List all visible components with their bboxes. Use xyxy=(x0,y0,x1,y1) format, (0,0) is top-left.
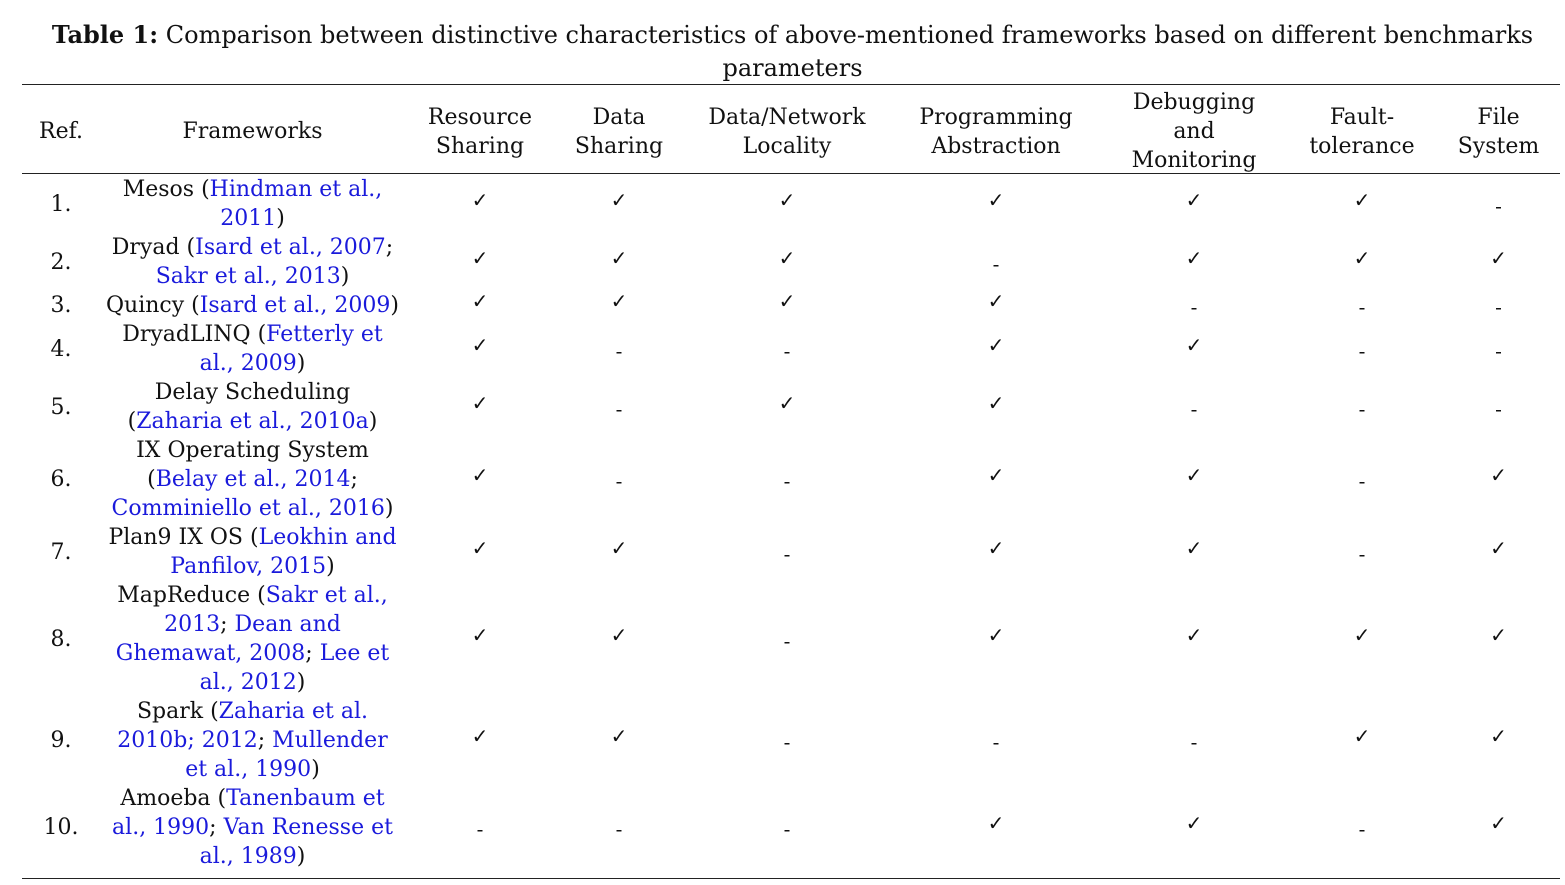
citation-link[interactable]: Belay et al., 2014 xyxy=(155,467,351,492)
data-sharing-cell xyxy=(555,378,683,436)
dash-mark: - xyxy=(1495,295,1502,319)
citation-link[interactable]: al., 1989 xyxy=(199,844,297,869)
ref-cell: 9. xyxy=(50,728,72,753)
framework-cell xyxy=(100,784,405,871)
locality-cell xyxy=(683,697,891,784)
ref-cell: 3. xyxy=(50,293,72,318)
citation-link[interactable]: al., 2012 xyxy=(199,670,297,695)
data-sharing-cell xyxy=(555,233,683,291)
checkmark-icon: ✓ xyxy=(471,245,489,270)
dash-mark: - xyxy=(783,628,791,653)
programming-cell xyxy=(891,784,1101,871)
framework-text: Dryad ( xyxy=(111,235,196,260)
framework-text: ) xyxy=(296,670,306,695)
checkmark-icon: ✓ xyxy=(1185,622,1203,647)
bottom-rule xyxy=(22,878,1560,879)
fault-tolerance-cell xyxy=(1287,697,1437,784)
checkmark-icon: ✓ xyxy=(471,332,489,357)
locality-cell xyxy=(683,523,891,581)
table-row xyxy=(22,784,1560,871)
header-frameworks: Frameworks xyxy=(182,119,323,144)
dash-mark: - xyxy=(476,817,484,841)
citation-link[interactable]: Comminiello et al., 2016 xyxy=(111,496,385,521)
citation-link[interactable]: al., 1990 xyxy=(112,815,210,840)
resource-sharing-cell xyxy=(405,320,555,378)
debugging-cell xyxy=(1101,697,1287,784)
dash-mark: - xyxy=(1358,338,1366,363)
table-row xyxy=(22,320,1560,378)
ref-cell: 8. xyxy=(50,626,72,652)
locality-cell xyxy=(683,581,891,697)
header-resource-sharing: Resource Sharing xyxy=(427,104,533,159)
locality-cell xyxy=(683,784,891,871)
checkmark-icon: ✓ xyxy=(987,390,1005,415)
framework-text: ; xyxy=(350,467,358,492)
table-row xyxy=(22,523,1560,581)
dash-mark: - xyxy=(1495,193,1502,218)
dash-mark: - xyxy=(783,730,791,754)
framework-text: Mesos ( xyxy=(122,177,210,202)
framework-text: ) xyxy=(368,409,378,434)
framework-text: ) xyxy=(276,206,285,231)
dash-mark: - xyxy=(615,338,623,363)
framework-text: IX Operating System xyxy=(136,438,369,463)
framework-text: ) xyxy=(326,554,335,579)
locality-cell xyxy=(683,436,891,523)
framework-text: ) xyxy=(390,293,399,318)
dash-mark: - xyxy=(615,817,623,841)
programming-cell xyxy=(891,320,1101,378)
checkmark-icon: ✓ xyxy=(1185,463,1203,487)
framework-text: MapReduce ( xyxy=(117,583,266,608)
checkmark-icon: ✓ xyxy=(778,187,796,212)
checkmark-icon: ✓ xyxy=(1185,535,1203,560)
programming-cell xyxy=(891,378,1101,436)
dash-mark: - xyxy=(1190,730,1198,754)
checkmark-icon: ✓ xyxy=(471,463,489,487)
fault-tolerance-cell xyxy=(1287,291,1437,320)
dash-mark: - xyxy=(783,541,791,566)
debugging-cell xyxy=(1101,378,1287,436)
table-row xyxy=(22,175,1560,233)
checkmark-icon: ✓ xyxy=(471,724,489,748)
framework-text: Plan9 IX OS ( xyxy=(108,525,259,550)
caption-label: Table 1: xyxy=(51,20,159,49)
table-row xyxy=(22,291,1560,320)
checkmark-icon: ✓ xyxy=(1353,245,1371,270)
resource-sharing-cell xyxy=(405,784,555,871)
citation-link[interactable]: Leokhin and xyxy=(258,525,397,550)
checkmark-icon: ✓ xyxy=(471,187,489,212)
checkmark-icon: ✓ xyxy=(610,187,628,212)
framework-text: Delay Scheduling xyxy=(154,380,351,405)
citation-link[interactable]: Zaharia et al., 2010a xyxy=(136,409,369,434)
debugging-cell xyxy=(1101,233,1287,291)
fault-tolerance-cell xyxy=(1287,784,1437,871)
data-sharing-cell xyxy=(555,175,683,233)
data-sharing-cell xyxy=(555,784,683,871)
checkmark-icon: ✓ xyxy=(987,187,1005,212)
locality-cell xyxy=(683,291,891,320)
checkmark-icon: ✓ xyxy=(1490,535,1507,560)
checkmark-icon: ✓ xyxy=(471,289,489,313)
framework-text: ; xyxy=(257,728,273,753)
citation-link[interactable]: Zaharia et al. xyxy=(218,699,369,724)
ref-cell: 1. xyxy=(50,191,72,217)
checkmark-icon: ✓ xyxy=(778,245,796,270)
programming-cell xyxy=(891,697,1101,784)
checkmark-icon: ✓ xyxy=(610,289,628,313)
dash-mark: - xyxy=(1358,817,1366,841)
dash-mark: - xyxy=(1358,295,1366,319)
framework-text: Spark ( xyxy=(136,699,219,724)
programming-cell xyxy=(891,581,1101,697)
data-sharing-cell xyxy=(555,523,683,581)
checkmark-icon: ✓ xyxy=(1185,811,1203,835)
citation-link[interactable]: al., 2009 xyxy=(199,351,297,376)
checkmark-icon: ✓ xyxy=(471,622,489,647)
table-row xyxy=(22,581,1560,697)
citation-link[interactable]: 2011 xyxy=(220,206,277,231)
checkmark-icon: ✓ xyxy=(1490,622,1507,647)
header-fault-tolerance: Fault- tolerance xyxy=(1309,104,1415,159)
framework-cell xyxy=(100,436,405,523)
locality-cell xyxy=(683,378,891,436)
debugging-cell xyxy=(1101,436,1287,523)
framework-cell xyxy=(100,697,405,784)
checkmark-icon: ✓ xyxy=(987,535,1005,560)
citation-link[interactable]: Sakr et al., xyxy=(265,583,388,608)
header-locality: Data/Network Locality xyxy=(708,104,866,159)
dash-mark: - xyxy=(1495,338,1502,363)
programming-cell xyxy=(891,175,1101,233)
resource-sharing-cell xyxy=(405,291,555,320)
dash-mark: - xyxy=(1495,396,1502,421)
citation-link[interactable]: Panfilov, 2015 xyxy=(170,554,327,579)
framework-text: ; xyxy=(305,641,320,666)
header-ref: Ref. xyxy=(39,119,83,144)
file-system-cell xyxy=(1437,233,1560,291)
framework-text: ; xyxy=(385,235,394,260)
table-row xyxy=(22,436,1560,523)
framework-cell xyxy=(100,320,405,378)
resource-sharing-cell xyxy=(405,175,555,233)
data-sharing-cell xyxy=(555,291,683,320)
programming-cell xyxy=(891,523,1101,581)
citation-link[interactable]: Tanenbaum et xyxy=(226,786,385,811)
framework-cell xyxy=(100,175,405,233)
checkmark-icon: ✓ xyxy=(1353,622,1371,647)
ref-cell: 7. xyxy=(50,539,72,565)
top-rule xyxy=(22,84,1560,85)
programming-cell xyxy=(891,291,1101,320)
resource-sharing-cell xyxy=(405,523,555,581)
checkmark-icon: ✓ xyxy=(471,535,489,560)
dash-mark: - xyxy=(1358,469,1366,493)
framework-cell xyxy=(100,581,405,697)
data-sharing-cell xyxy=(555,697,683,784)
dash-mark: - xyxy=(783,338,791,363)
header-debugging: Debugging and Monitoring xyxy=(1131,90,1257,173)
file-system-cell xyxy=(1437,523,1560,581)
citation-link[interactable]: Lee et xyxy=(319,641,390,666)
resource-sharing-cell xyxy=(405,436,555,523)
framework-text: ) xyxy=(296,351,306,376)
fault-tolerance-cell xyxy=(1287,581,1437,697)
citation-link[interactable]: Sakr et al., 2013 xyxy=(155,264,341,289)
checkmark-icon: ✓ xyxy=(1490,463,1507,487)
fault-tolerance-cell xyxy=(1287,320,1437,378)
fault-tolerance-cell xyxy=(1287,436,1437,523)
framework-text: Quincy ( xyxy=(105,293,200,318)
table-row xyxy=(22,378,1560,436)
citation-link[interactable]: 2010b; 2012 xyxy=(117,728,258,753)
dash-mark: - xyxy=(1358,396,1366,421)
citation-link[interactable]: Ghemawat, 2008 xyxy=(115,641,306,666)
debugging-cell xyxy=(1101,523,1287,581)
fault-tolerance-cell xyxy=(1287,378,1437,436)
dash-mark: - xyxy=(1190,396,1198,421)
checkmark-icon: ✓ xyxy=(987,463,1005,487)
header-file-system: File System xyxy=(1457,104,1540,159)
checkmark-icon: ✓ xyxy=(610,622,628,647)
resource-sharing-cell xyxy=(405,233,555,291)
citation-link[interactable]: Isard et al., 2007 xyxy=(195,235,386,260)
checkmark-icon: ✓ xyxy=(1353,187,1371,212)
citation-link[interactable]: 2013 xyxy=(164,612,221,637)
dash-mark: - xyxy=(783,817,791,841)
framework-cell xyxy=(100,233,405,291)
data-sharing-cell xyxy=(555,320,683,378)
data-sharing-cell xyxy=(555,581,683,697)
resource-sharing-cell xyxy=(405,581,555,697)
debugging-cell xyxy=(1101,784,1287,871)
citation-link[interactable]: Van Renesse et xyxy=(223,815,393,840)
citation-link[interactable]: Dean and xyxy=(234,612,341,637)
checkmark-icon: ✓ xyxy=(1490,245,1507,270)
ref-cell: 10. xyxy=(43,815,79,840)
ref-cell: 5. xyxy=(50,394,72,420)
header-programming: Programming Abstraction xyxy=(919,104,1073,159)
citation-link[interactable]: Fetterly et xyxy=(266,322,383,347)
dash-mark: - xyxy=(1190,295,1198,319)
table-caption xyxy=(20,18,1565,85)
checkmark-icon: ✓ xyxy=(610,535,628,560)
data-sharing-cell xyxy=(555,436,683,523)
checkmark-icon: ✓ xyxy=(987,289,1005,313)
file-system-cell xyxy=(1437,697,1560,784)
file-system-cell xyxy=(1437,291,1560,320)
framework-text: ) xyxy=(384,496,394,521)
framework-text: ) xyxy=(311,757,320,782)
file-system-cell xyxy=(1437,581,1560,697)
debugging-cell xyxy=(1101,581,1287,697)
resource-sharing-cell xyxy=(405,378,555,436)
table-row xyxy=(22,233,1560,291)
fault-tolerance-cell xyxy=(1287,233,1437,291)
checkmark-icon: ✓ xyxy=(1185,187,1203,212)
debugging-cell xyxy=(1101,320,1287,378)
header-data-sharing: Data Sharing xyxy=(574,104,664,159)
locality-cell xyxy=(683,320,891,378)
file-system-cell xyxy=(1437,320,1560,378)
checkmark-icon: ✓ xyxy=(1490,811,1507,835)
checkmark-icon: ✓ xyxy=(610,245,628,270)
citation-link[interactable]: Isard et al., 2009 xyxy=(199,293,391,318)
framework-text: ) xyxy=(296,844,306,869)
framework-text: ( xyxy=(127,409,137,434)
checkmark-icon: ✓ xyxy=(1185,332,1203,357)
locality-cell xyxy=(683,175,891,233)
resource-sharing-cell xyxy=(405,697,555,784)
table-row xyxy=(22,697,1560,784)
framework-cell xyxy=(100,523,405,581)
debugging-cell xyxy=(1101,291,1287,320)
ref-cell: 4. xyxy=(50,336,72,362)
comparison-table xyxy=(22,88,1560,871)
dash-mark: - xyxy=(615,469,623,493)
framework-text: Amoeba ( xyxy=(120,786,227,811)
header-row xyxy=(22,88,1560,175)
programming-cell xyxy=(891,436,1101,523)
citation-link[interactable]: Hindman et al., xyxy=(209,177,383,202)
fault-tolerance-cell xyxy=(1287,175,1437,233)
citation-link[interactable]: Mullender xyxy=(272,728,388,753)
checkmark-icon: ✓ xyxy=(610,724,628,748)
dash-mark: - xyxy=(992,251,1000,276)
framework-cell xyxy=(100,291,405,320)
caption-text: Comparison between distinctive characteristics of above-mentioned frameworks based on different benchmarks parameters xyxy=(165,21,1534,82)
checkmark-icon: ✓ xyxy=(1353,724,1371,748)
checkmark-icon: ✓ xyxy=(1490,724,1507,748)
checkmark-icon: ✓ xyxy=(778,289,796,313)
debugging-cell xyxy=(1101,175,1287,233)
file-system-cell xyxy=(1437,436,1560,523)
dash-mark: - xyxy=(783,469,791,493)
ref-cell: 2. xyxy=(50,249,72,275)
framework-cell xyxy=(100,378,405,436)
dash-mark: - xyxy=(992,730,1000,754)
citation-link[interactable]: et al., 1990 xyxy=(185,757,312,782)
framework-text: ; xyxy=(209,815,224,840)
fault-tolerance-cell xyxy=(1287,523,1437,581)
file-system-cell xyxy=(1437,378,1560,436)
file-system-cell xyxy=(1437,175,1560,233)
table-body xyxy=(22,175,1560,871)
file-system-cell xyxy=(1437,784,1560,871)
locality-cell xyxy=(683,233,891,291)
framework-text: ) xyxy=(340,264,350,289)
checkmark-icon: ✓ xyxy=(987,622,1005,647)
ref-cell: 6. xyxy=(50,467,72,492)
dash-mark: - xyxy=(1358,541,1366,566)
checkmark-icon: ✓ xyxy=(1185,245,1203,270)
checkmark-icon: ✓ xyxy=(987,811,1005,835)
programming-cell xyxy=(891,233,1101,291)
checkmark-icon: ✓ xyxy=(778,390,796,415)
dash-mark: - xyxy=(615,396,623,421)
checkmark-icon: ✓ xyxy=(471,390,489,415)
checkmark-icon: ✓ xyxy=(987,332,1005,357)
framework-text: DryadLINQ ( xyxy=(122,322,267,347)
framework-text: ( xyxy=(147,467,156,492)
framework-text: ; xyxy=(220,612,235,637)
